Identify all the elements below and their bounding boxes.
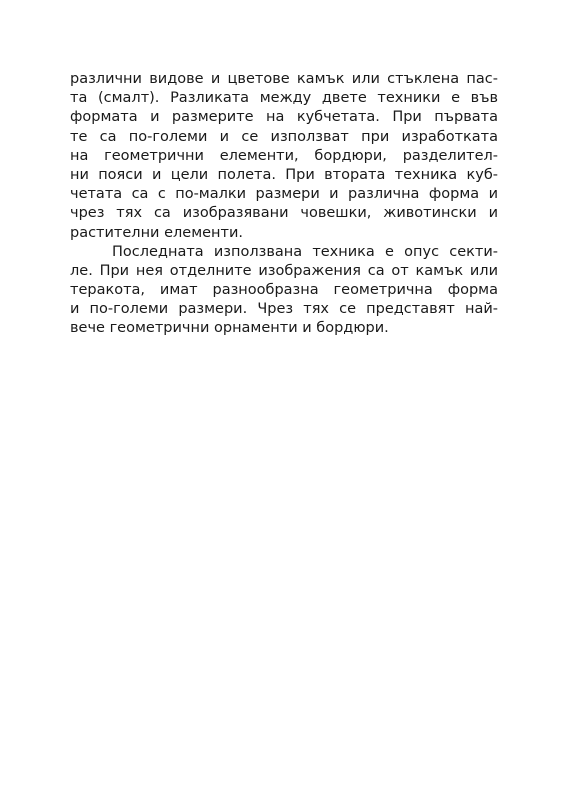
text-line: Последната използвана техника е опус секти-	[112, 243, 498, 260]
text-line: ни пояси и цели полета. При втората техника куб-	[70, 166, 498, 183]
text-line: и по-големи размери. Чрез тях се представят най-	[70, 301, 498, 318]
text-line: те са по-големи и се използват при изработката	[70, 128, 498, 145]
text-line: четата са с по-малки размери и различна форма и	[70, 186, 498, 203]
text-line: различни видове и цветове камък или стъклена пас-	[70, 71, 498, 87]
text-line: формата и размерите на кубчетата. При първата	[70, 109, 498, 126]
body-text	[70, 70, 498, 339]
text-line: теракота, имат разнообразна геометрична форма	[70, 282, 498, 299]
text-line: вече геометрични орнаменти и бордюри.	[70, 320, 389, 337]
text-line: растителни елементи.	[70, 224, 244, 241]
paragraph-1	[70, 70, 498, 243]
text-line: чрез тях са изобразявани човешки, животински и	[70, 205, 498, 222]
text-line: та (смалт). Разликата между двете техники е във	[70, 90, 498, 107]
text-line: на геометрични елементи, бордюри, разделител-	[70, 147, 498, 164]
text-line: ле. При нея отделните изображения са от камък или	[70, 262, 498, 279]
paragraph-2	[70, 243, 498, 339]
